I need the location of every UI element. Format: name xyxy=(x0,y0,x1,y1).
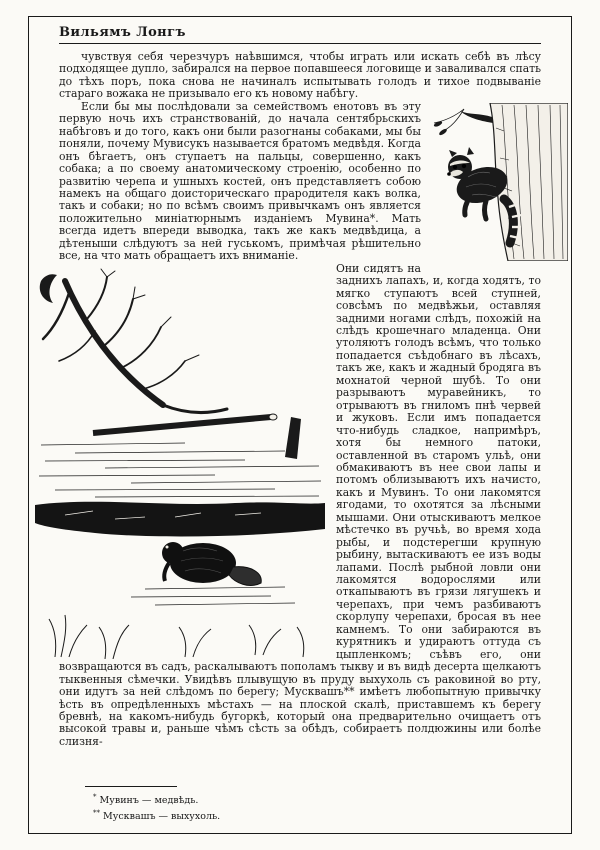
page-header-author: Вильямъ Лонгъ xyxy=(59,25,186,40)
beaver-engraving-image xyxy=(35,267,325,659)
footnote-1-text: Мувинъ — медвѣдь. xyxy=(99,794,199,806)
footnote-rule xyxy=(85,786,177,787)
footnote-1 xyxy=(59,791,541,807)
raccoon-illustration xyxy=(430,103,568,261)
raccoon-engraving-image xyxy=(430,103,568,261)
footnote-2-marker: ** xyxy=(93,808,100,817)
paragraph-1: чувствуя себя черезчуръ наѣвшимся, чтобы играть или искать себѣ въ лѣсу подходящее дупло, забирался на первое попавшееся логовище и заваливался спать до тѣхъ поръ, пока снова не начиналъ испытывать голодъ и тихое подвываніе стараго вожака не призывало его къ новому набѣгу. xyxy=(59,50,541,101)
beaver-pond-illustration xyxy=(35,267,325,659)
page-border-frame xyxy=(28,16,572,834)
page-body xyxy=(59,51,541,748)
footnotes xyxy=(59,786,541,823)
footnote-1-marker: * xyxy=(93,792,97,801)
footnote-2 xyxy=(59,807,541,823)
footnote-2-text: Мусквашъ — выхухоль. xyxy=(103,811,221,822)
paragraph-3: Они сидятъ на заднихъ лапахъ, и, когда ходятъ, то мягко ступаютъ всей ступней, совсѣмъ по медвѣжьи, оставляя задними ногами слѣдъ, похожій на слѣдъ крошечнаго младенца. Они утоляютъ голодъ всѣмъ, что только попадается съѣдобнаго въ лѣсахъ, такъ же, какъ и жадный бродяга въ мохнатой черной шубѣ. То они разрываютъ муравейникъ, то отрываютъ въ гниломъ пнѣ червей и жуковъ. Если имъ попадается что-нибудь сладкое, напримѣръ, хотя бы немного патоки, оставленной въ старомъ ульѣ, они обмакиваютъ въ нее свои лапы и потомъ облизываютъ ихъ начисто, какъ и Мувинъ. То они лакомятся ягодами, то охотятся за лѣсными мышами. Они отыскиваютъ мелкое мѣстечко въ ручьѣ, во время хода рыбы, и подстерегши крупную рыбину, вытаскиваютъ ее изъ воды лапами. Послѣ рыбной ловли они лакомятся водорослями или откапываютъ въ грязи лягушекъ и черепахъ, при чемъ разбиваютъ скорлупу черепахи, бросая въ нее камнемъ. То они забираются въ курятникъ и удираютъ оттуда съ цыпленкомъ; съѣвъ его, они возвращаются въ садъ, раскалываютъ пополамъ тыкву и въ видѣ десерта щелкаютъ тыквенныя сѣмечки. Увидѣвъ плывущую въ пруду выхухоль съ раковиной во рту, они идутъ за ней слѣдомъ по берегу; Мусквашъ** имѣетъ любопытную привычку ѣсть въ опредѣленныхъ мѣстахъ — на плоской скалѣ, приставшемъ къ берегу бревнѣ, на какомъ-нибудь бугоркѣ, который она предварительно очищаетъ отъ высокой травы и, раньше чѣмъ сѣсть за обѣдъ, собираетъ полдюжины или болѣе слизня- xyxy=(59,261,541,748)
page-content xyxy=(29,17,571,833)
header-rule xyxy=(59,43,541,44)
paragraph-2: Если бы мы послѣдовали за семействомъ енотовъ въ эту первую ночь ихъ странствованій, до начала сентябрьскихъ набѣговъ и до того, какъ они были разогнаны собаками, мы бы поняли, почему Мувисукъ называется братомъ медвѣдя. Когда онъ бѣгаетъ, онъ ступаетъ на пальцы, совершенно, какъ собака; а по своему анатомическому строенію, особенно по развитію черепа и ушныхъ костей, онъ представляетъ собою намекъ на общаго доисторическаго прародителя какъ волка, такъ и собаки; но по всѣмъ своимъ привычкамъ онъ является положительно миніатюрнымъ изданіемъ Мувина*. Мать всегда идетъ впереди выводка, такъ же какъ медвѣдица, а дѣтеныши слѣдуютъ за ней гуськомъ, примѣчая рѣшительно все, на что мать обращаетъ ихъ вниманіе. xyxy=(59,99,421,263)
